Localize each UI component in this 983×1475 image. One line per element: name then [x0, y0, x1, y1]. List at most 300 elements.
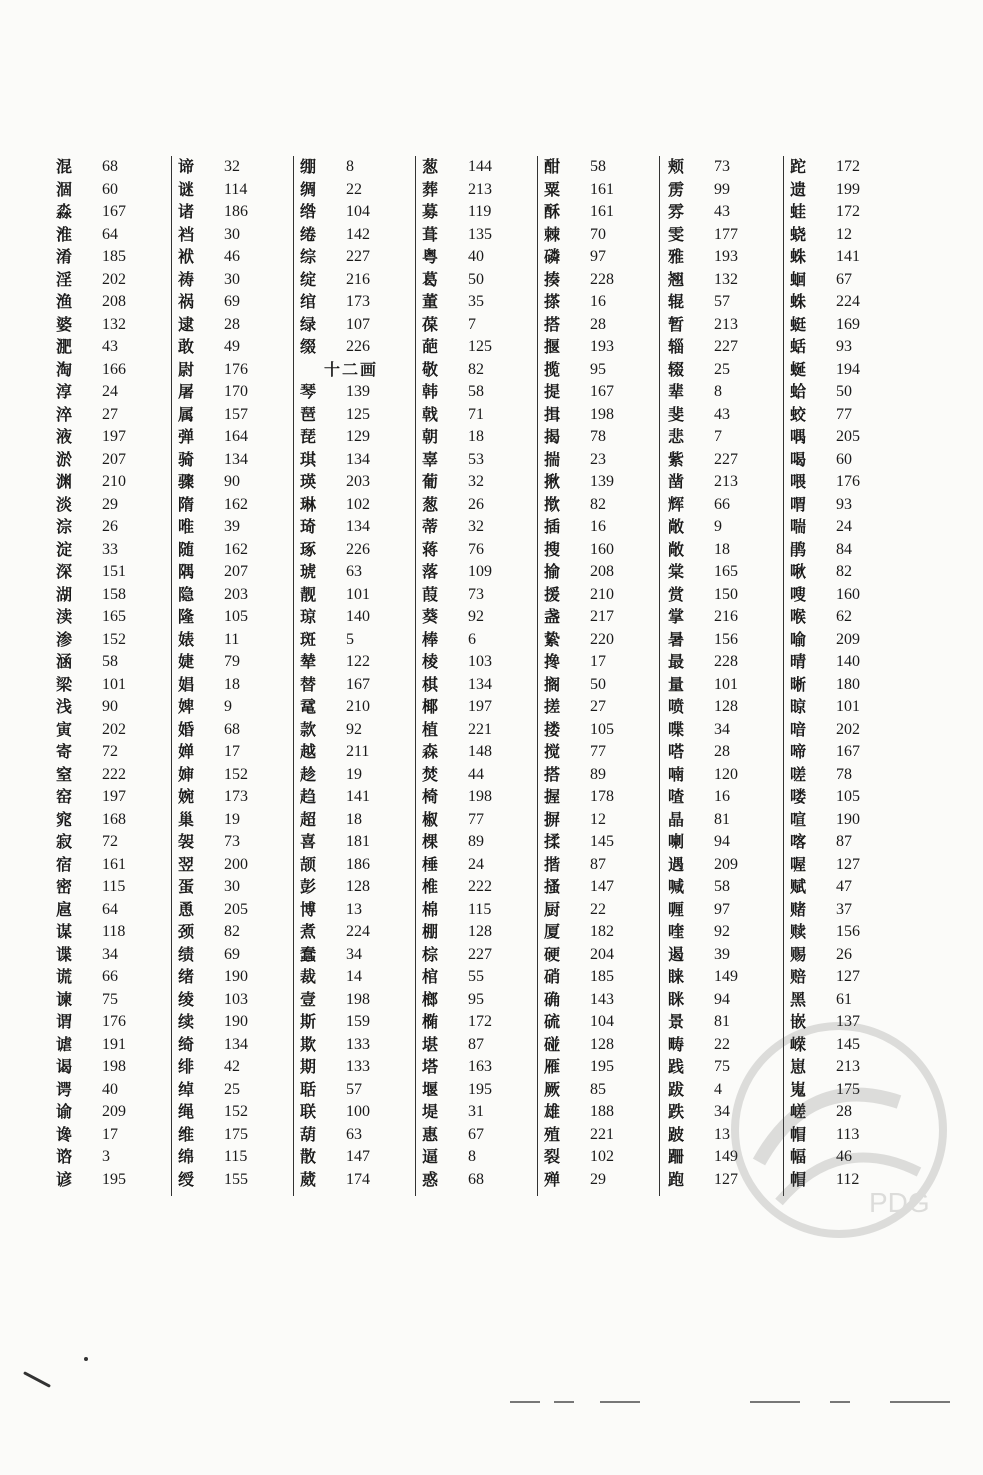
index-entry	[48, 1034, 166, 1056]
entry-page-number: 101	[346, 585, 370, 603]
index-entry	[48, 449, 166, 471]
entry-page-number: 30	[224, 225, 240, 243]
entry-page-number: 39	[714, 945, 730, 963]
entry-page-number: 152	[224, 765, 248, 783]
entry-page-number: 93	[836, 495, 852, 513]
entry-page-number: 167	[346, 675, 370, 693]
entry-character: 棋	[422, 674, 439, 694]
entry-character: 浅	[56, 697, 73, 716]
entry-character: 崽	[790, 1057, 807, 1076]
entry-page-number: 66	[102, 968, 118, 985]
entry-page-number: 147	[590, 878, 614, 895]
index-entry	[660, 291, 778, 313]
entry-character: 棒	[422, 629, 439, 649]
index-entry	[48, 404, 166, 426]
entry-page-number: 104	[346, 203, 370, 220]
entry-page-number: 135	[468, 225, 492, 243]
entry-character: 践	[668, 1057, 685, 1076]
index-entry	[414, 156, 532, 178]
entry-character: 嗟	[790, 764, 807, 784]
entry-page-number: 68	[468, 1170, 484, 1188]
entry-page-number: 129	[346, 428, 370, 445]
index-entry	[660, 1169, 778, 1191]
entry-character: 淀	[56, 539, 73, 559]
index-entry	[170, 966, 288, 988]
entry-character: 绻	[300, 224, 317, 244]
index-entry	[48, 696, 166, 718]
index-entry	[414, 201, 532, 223]
entry-character: 雁	[544, 1057, 561, 1076]
index-entry	[782, 359, 900, 381]
entry-page-number: 47	[836, 878, 852, 895]
entry-character: 掌	[668, 607, 685, 626]
entry-page-number: 127	[714, 1170, 738, 1188]
entry-page-number: 114	[224, 180, 248, 198]
entry-character: 翘	[668, 269, 685, 289]
entry-character: 辉	[668, 494, 685, 514]
entry-page-number: 128	[468, 923, 492, 940]
entry-character: 蒂	[422, 517, 439, 536]
entry-character: 戟	[422, 404, 439, 424]
entry-page-number: 162	[224, 495, 248, 513]
entry-character: 殖	[544, 1124, 561, 1144]
entry-page-number: 198	[468, 788, 492, 805]
index-entry	[292, 1056, 410, 1078]
index-entry	[782, 944, 900, 966]
entry-page-number: 161	[102, 855, 126, 873]
index-entry	[292, 471, 410, 493]
index-entry	[170, 764, 288, 786]
entry-character: 绺	[300, 202, 317, 221]
entry-page-number: 50	[468, 270, 484, 288]
entry-character: 喃	[668, 764, 685, 784]
entry-character: 蛲	[790, 224, 807, 244]
index-entry	[170, 314, 288, 336]
index-entry	[782, 561, 900, 583]
entry-character: 渎	[56, 607, 73, 626]
index-entry	[660, 584, 778, 606]
entry-page-number: 17	[590, 653, 606, 670]
entry-character: 硫	[544, 1012, 561, 1031]
entry-page-number: 93	[836, 338, 852, 355]
entry-character: 喧	[790, 809, 807, 829]
entry-character: 棵	[422, 832, 439, 851]
entry-character: 辇	[300, 652, 317, 671]
entry-page-number: 132	[102, 315, 126, 333]
entry-page-number: 40	[102, 1080, 118, 1098]
index-entry	[414, 899, 532, 921]
entry-page-number: 32	[468, 518, 484, 535]
entry-character: 淫	[56, 269, 73, 289]
entry-page-number: 26	[468, 495, 484, 513]
index-entry	[170, 1146, 288, 1168]
index-entry	[292, 156, 410, 178]
entry-page-number: 175	[224, 1125, 248, 1143]
index-entry	[660, 876, 778, 898]
index-entry	[536, 561, 654, 583]
entry-character: 搭	[544, 314, 561, 334]
entry-character: 跌	[668, 1102, 685, 1121]
entry-page-number: 113	[836, 1125, 860, 1143]
entry-character: 紫	[668, 449, 685, 469]
entry-page-number: 82	[590, 495, 606, 513]
entry-character: 逮	[178, 314, 195, 334]
entry-page-number: 81	[714, 810, 730, 828]
entry-character: 谛	[178, 157, 195, 176]
index-entry	[414, 1011, 532, 1033]
entry-character: 搜	[544, 539, 561, 559]
entry-page-number: 31	[468, 1103, 484, 1120]
index-entry	[782, 876, 900, 898]
index-entry	[660, 471, 778, 493]
entry-character: 焚	[422, 764, 439, 784]
index-entry	[782, 201, 900, 223]
entry-page-number: 70	[590, 225, 606, 243]
entry-character: 跎	[790, 157, 807, 176]
entry-character: 窒	[56, 764, 73, 784]
entry-page-number: 204	[590, 945, 614, 963]
index-entry	[660, 314, 778, 336]
index-entry	[48, 921, 166, 943]
entry-page-number: 174	[346, 1170, 370, 1188]
entry-page-number: 22	[714, 1035, 730, 1053]
entry-page-number: 58	[468, 383, 484, 400]
index-entry	[414, 606, 532, 628]
entry-character: 扈	[56, 899, 73, 919]
entry-character: 堤	[422, 1102, 439, 1121]
entry-page-number: 89	[468, 833, 484, 850]
entry-page-number: 84	[836, 540, 852, 558]
index-entry	[414, 179, 532, 201]
entry-page-number: 210	[102, 473, 126, 490]
entry-character: 插	[544, 517, 561, 536]
index-entry	[292, 381, 410, 403]
entry-page-number: 220	[590, 630, 614, 648]
entry-character: 蛛	[790, 292, 807, 311]
index-entry	[782, 471, 900, 493]
index-entry	[414, 291, 532, 313]
entry-character: 裆	[178, 224, 195, 244]
entry-character: 碰	[544, 1034, 561, 1054]
entry-character: 瑛	[300, 472, 317, 491]
entry-page-number: 55	[468, 968, 484, 985]
entry-character: 散	[300, 1147, 317, 1166]
entry-page-number: 128	[590, 1035, 614, 1053]
index-entry	[48, 786, 166, 808]
entry-character: 随	[178, 539, 195, 559]
entry-character: 喹	[668, 922, 685, 941]
index-entry	[782, 269, 900, 291]
entry-page-number: 25	[224, 1080, 240, 1098]
entry-page-number: 203	[224, 585, 248, 603]
entry-character: 颊	[668, 157, 685, 176]
index-entry	[782, 696, 900, 718]
entry-character: 朝	[422, 427, 439, 446]
entry-page-number: 14	[346, 968, 362, 985]
entry-page-number: 77	[468, 810, 484, 828]
index-entry	[292, 606, 410, 628]
index-entry	[782, 314, 900, 336]
index-entry	[292, 291, 410, 313]
entry-page-number: 95	[590, 360, 606, 378]
entry-character: 辈	[668, 382, 685, 401]
entry-character: 雰	[668, 202, 685, 221]
entry-page-number: 194	[836, 360, 860, 378]
entry-character: 喜	[300, 832, 317, 851]
index-entry	[782, 809, 900, 831]
entry-page-number: 160	[590, 540, 614, 558]
entry-page-number: 186	[224, 203, 248, 220]
entry-page-number: 185	[590, 968, 614, 985]
entry-page-number: 11	[224, 630, 240, 648]
entry-character: 嵘	[790, 1034, 807, 1054]
entry-character: 淘	[56, 359, 73, 379]
index-entry	[48, 314, 166, 336]
index-entry	[536, 921, 654, 943]
entry-character: 粟	[544, 179, 561, 199]
entry-page-number: 32	[468, 473, 484, 490]
index-entry	[292, 696, 410, 718]
index-entry	[660, 561, 778, 583]
entry-character: 袱	[178, 247, 195, 266]
index-entry	[292, 584, 410, 606]
entry-page-number: 173	[346, 293, 370, 310]
entry-page-number: 50	[836, 383, 852, 400]
entry-page-number: 205	[224, 900, 248, 918]
entry-character: 琢	[300, 539, 317, 559]
entry-character: 淡	[56, 494, 73, 514]
index-entry	[292, 651, 410, 673]
entry-character: 淮	[56, 224, 73, 244]
entry-character: 维	[178, 1124, 195, 1144]
entry-character: 蛙	[790, 202, 807, 221]
character-index	[48, 156, 900, 1206]
entry-page-number: 26	[102, 518, 118, 535]
index-entry	[170, 854, 288, 876]
entry-page-number: 102	[590, 1148, 614, 1165]
index-entry	[536, 876, 654, 898]
entry-character: 葱	[422, 157, 439, 176]
entry-character: 裂	[544, 1147, 561, 1166]
index-entry	[414, 674, 532, 696]
entry-character: 婶	[178, 764, 195, 784]
entry-character: 遇	[668, 854, 685, 874]
entry-page-number: 150	[714, 585, 738, 603]
entry-character: 彭	[300, 877, 317, 896]
entry-character: 搀	[544, 652, 561, 671]
entry-character: 棠	[668, 562, 685, 581]
entry-character: 渊	[56, 472, 73, 491]
entry-page-number: 3	[102, 1148, 110, 1165]
entry-page-number: 211	[346, 743, 370, 760]
entry-page-number: 73	[224, 833, 240, 850]
entry-character: 最	[668, 652, 685, 671]
index-entry	[782, 246, 900, 268]
entry-page-number: 228	[590, 270, 614, 288]
entry-page-number: 105	[836, 788, 860, 805]
entry-character: 暑	[668, 629, 685, 649]
index-entry	[660, 224, 778, 246]
index-entry	[536, 449, 654, 471]
index-entry	[782, 606, 900, 628]
entry-character: 葳	[300, 1169, 317, 1189]
entry-page-number: 8	[346, 158, 354, 175]
entry-character: 谕	[56, 1102, 73, 1121]
entry-page-number: 147	[346, 1148, 370, 1165]
index-entry	[414, 516, 532, 538]
index-entry	[536, 651, 654, 673]
entry-character: 惑	[422, 1169, 439, 1189]
entry-page-number: 205	[836, 428, 860, 445]
entry-character: 壹	[300, 989, 317, 1009]
index-entry	[414, 921, 532, 943]
index-entry	[48, 494, 166, 516]
index-entry	[414, 1101, 532, 1123]
index-entry	[536, 404, 654, 426]
entry-character: 喝	[790, 449, 807, 469]
entry-page-number: 77	[836, 405, 852, 423]
entry-character: 帽	[790, 1124, 807, 1144]
entry-page-number: 209	[836, 630, 860, 648]
entry-page-number: 200	[224, 855, 248, 873]
entry-page-number: 167	[102, 203, 126, 220]
entry-page-number: 105	[590, 720, 614, 738]
entry-page-number: 216	[714, 608, 738, 625]
entry-character: 混	[56, 157, 73, 176]
entry-page-number: 193	[590, 338, 614, 355]
entry-character: 葡	[422, 472, 439, 491]
entry-page-number: 208	[102, 293, 126, 310]
index-entry	[536, 381, 654, 403]
entry-page-number: 125	[346, 405, 370, 423]
entry-page-number: 168	[102, 810, 126, 828]
entry-page-number: 78	[836, 765, 852, 783]
entry-character: 酣	[544, 157, 561, 176]
entry-character: 森	[422, 742, 439, 761]
entry-page-number: 142	[346, 225, 370, 243]
entry-character: 祷	[178, 269, 195, 289]
entry-page-number: 166	[102, 360, 126, 378]
entry-page-number: 134	[346, 450, 370, 468]
entry-character: 棱	[422, 652, 439, 671]
entry-page-number: 176	[836, 473, 860, 490]
index-entry	[536, 674, 654, 696]
index-entry	[170, 516, 288, 538]
entry-page-number: 122	[346, 653, 370, 670]
entry-character: 跚	[668, 1147, 685, 1166]
index-entry	[536, 1011, 654, 1033]
entry-character: 窑	[56, 787, 73, 806]
entry-character: 密	[56, 877, 73, 896]
entry-character: 棺	[422, 967, 439, 986]
entry-page-number: 72	[102, 743, 118, 760]
entry-character: 隅	[178, 562, 195, 581]
entry-character: 悲	[668, 427, 685, 446]
entry-character: 敬	[422, 359, 439, 379]
entry-character: 联	[300, 1102, 317, 1121]
entry-character: 喉	[790, 607, 807, 626]
entry-character: 渔	[56, 292, 73, 311]
index-entry	[292, 426, 410, 448]
entry-page-number: 118	[102, 923, 126, 940]
entry-page-number: 207	[102, 450, 126, 468]
index-entry	[660, 899, 778, 921]
entry-page-number: 85	[590, 1080, 606, 1098]
entry-character: 婵	[178, 742, 195, 761]
entry-page-number: 176	[102, 1013, 126, 1030]
index-entry	[660, 764, 778, 786]
index-entry	[782, 426, 900, 448]
index-entry	[414, 629, 532, 651]
entry-character: 婆	[56, 314, 73, 334]
entry-page-number: 68	[102, 158, 118, 175]
entry-character: 喔	[790, 854, 807, 874]
entry-character: 葬	[422, 179, 439, 199]
entry-page-number: 156	[714, 630, 738, 648]
index-entry	[414, 989, 532, 1011]
index-entry	[660, 741, 778, 763]
entry-page-number: 134	[224, 450, 248, 468]
entry-character: 厨	[544, 899, 561, 919]
entry-character: 逼	[422, 1147, 439, 1166]
entry-page-number: 222	[102, 765, 126, 783]
entry-character: 棚	[422, 922, 439, 941]
index-entry	[414, 651, 532, 673]
entry-character: 晶	[668, 809, 685, 829]
index-entry	[782, 404, 900, 426]
entry-page-number: 195	[102, 1170, 126, 1188]
entry-character: 绷	[300, 157, 317, 176]
entry-page-number: 101	[714, 675, 738, 693]
entry-character: 寄	[56, 742, 73, 761]
entry-page-number: 28	[836, 1103, 852, 1120]
entry-character: 嵌	[790, 1012, 807, 1031]
entry-page-number: 24	[468, 855, 484, 873]
entry-page-number: 197	[468, 698, 492, 715]
entry-character: 榔	[422, 989, 439, 1009]
entry-character: 棘	[544, 224, 561, 244]
entry-character: 葆	[422, 314, 439, 334]
index-entry	[414, 831, 532, 853]
index-entry	[782, 629, 900, 651]
index-entry	[536, 224, 654, 246]
entry-page-number: 197	[102, 788, 126, 805]
entry-character: 鼋	[300, 697, 317, 716]
entry-character: 葫	[300, 1124, 317, 1144]
index-entry	[170, 741, 288, 763]
index-entry	[170, 336, 288, 358]
index-entry	[782, 651, 900, 673]
entry-page-number: 28	[224, 315, 240, 333]
index-entry	[414, 246, 532, 268]
entry-character: 辊	[668, 292, 685, 311]
scan-mark	[23, 1371, 51, 1388]
entry-character: 隐	[178, 584, 195, 604]
entry-page-number: 97	[590, 248, 606, 265]
index-entry	[48, 989, 166, 1011]
entry-character: 袈	[178, 832, 195, 851]
entry-character: 揩	[544, 854, 561, 874]
entry-page-number: 12	[836, 225, 852, 243]
index-entry	[414, 764, 532, 786]
entry-character: 辎	[668, 337, 685, 356]
entry-character: 喳	[668, 787, 685, 806]
entry-character: 椰	[422, 697, 439, 716]
index-entry	[48, 426, 166, 448]
entry-page-number: 82	[224, 923, 240, 940]
index-entry	[782, 764, 900, 786]
index-entry	[414, 696, 532, 718]
